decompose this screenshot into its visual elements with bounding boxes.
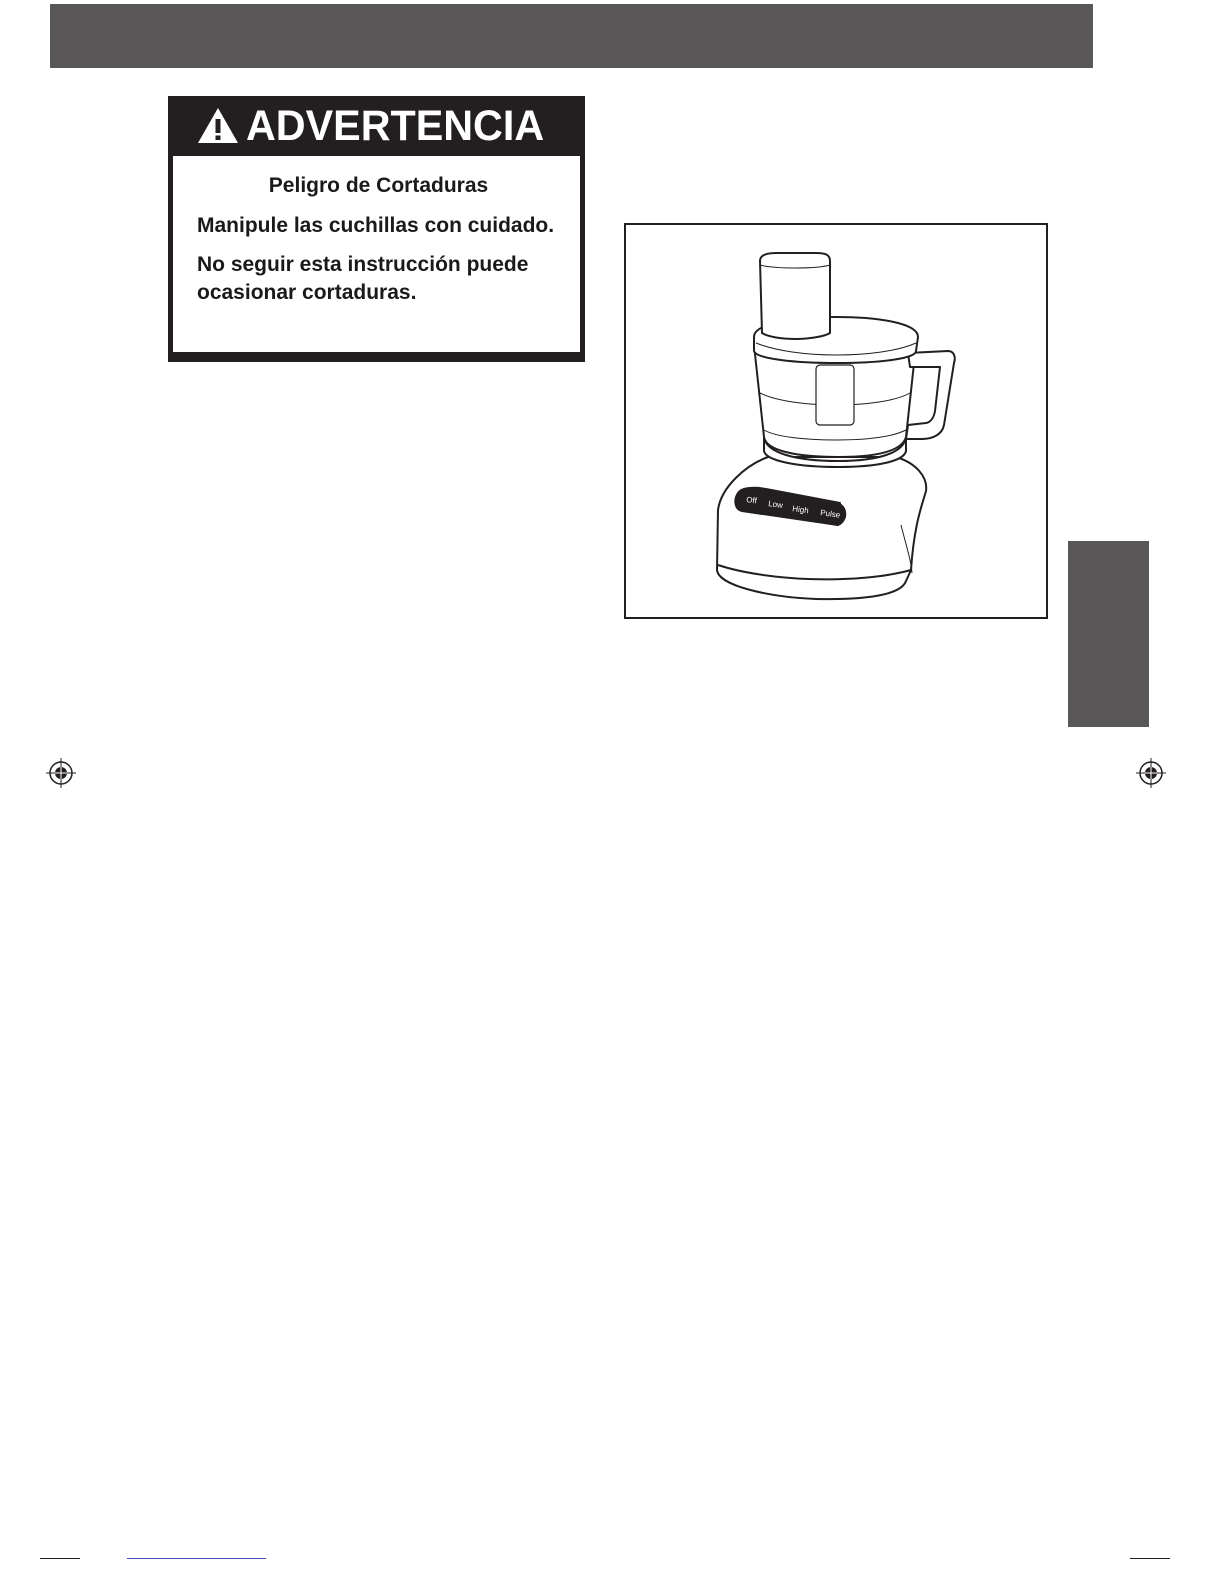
warning-header xyxy=(173,96,580,156)
warning-body xyxy=(173,156,580,352)
control-label-low: Low xyxy=(767,499,784,511)
registration-mark-icon xyxy=(46,758,76,788)
footer-rule-link xyxy=(127,1558,266,1559)
registration-mark-icon xyxy=(1136,758,1166,788)
footer-rule-left xyxy=(40,1558,80,1559)
control-label-off: Off xyxy=(745,495,758,506)
footer-rule-right xyxy=(1130,1558,1170,1559)
warning-instruction: Manipule las cuchillas con cuidado. xyxy=(197,214,555,237)
warning-triangle-icon xyxy=(196,106,240,146)
control-label-pulse: Pulse xyxy=(819,508,841,520)
warning-title: ADVERTENCIA xyxy=(246,101,545,150)
warning-box xyxy=(168,96,585,362)
food-processor-illustration xyxy=(624,223,1048,619)
food-processor-drawing xyxy=(626,225,1046,617)
warning-subtitle: Peligro de Cortaduras xyxy=(268,174,489,197)
header-bar xyxy=(50,4,1093,68)
control-label-high: High xyxy=(791,504,810,516)
section-side-tab xyxy=(1068,541,1149,727)
warning-consequence: No seguir esta instrucción puede ocasionar cortaduras. xyxy=(197,253,529,304)
